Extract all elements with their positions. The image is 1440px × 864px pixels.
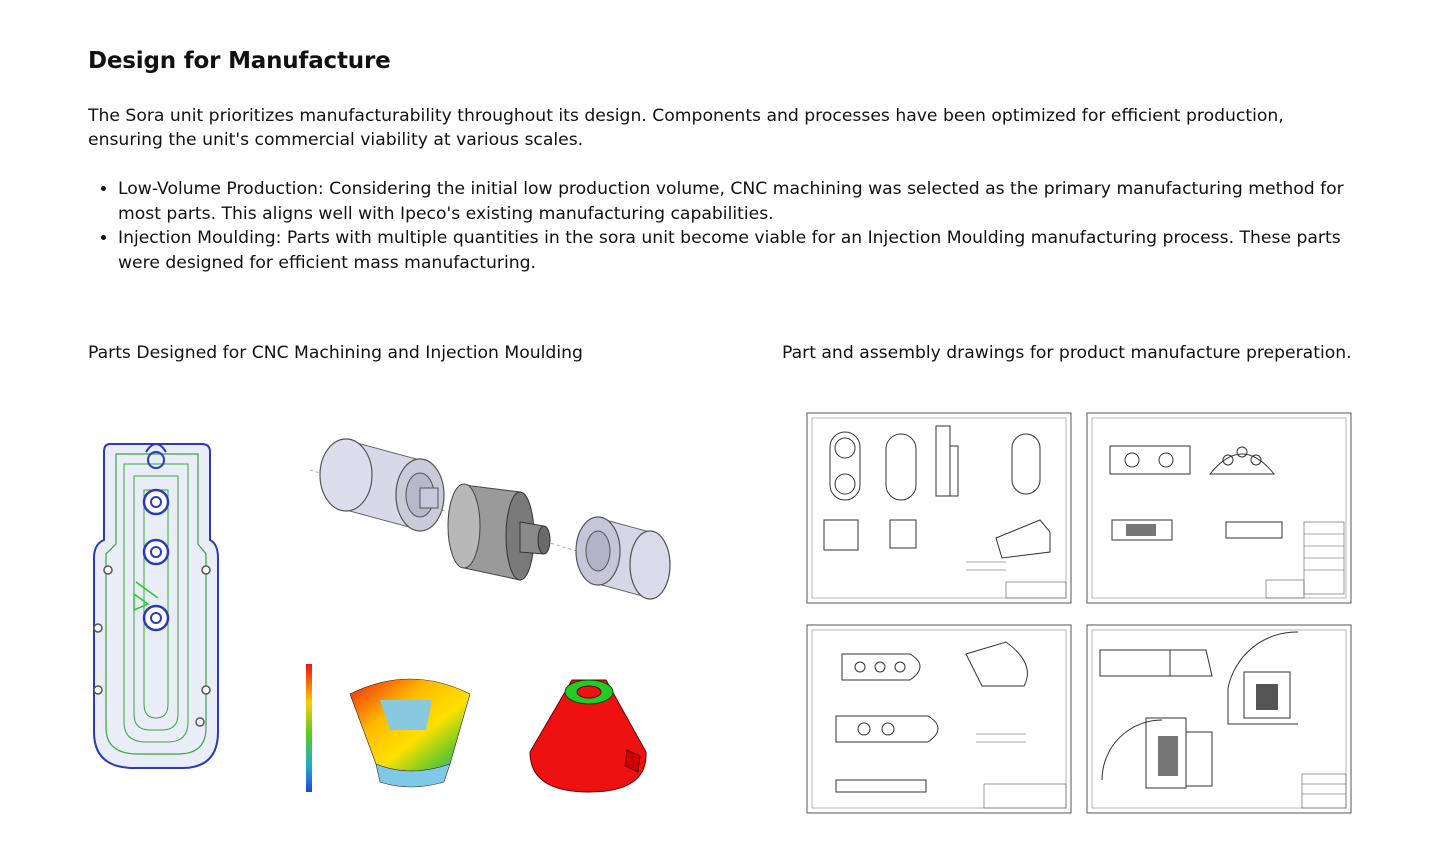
drawing-sheet-1 [806, 412, 1072, 604]
intro-paragraph: The Sora unit prioritizes manufacturability throughout its design. Components and processes have been optimized for efficient production, ensuring the unit's commercial viability at various scales. [88, 106, 1284, 150]
page-title: Design for Manufacture [88, 48, 391, 74]
draft-analysis-image [522, 672, 656, 800]
drawing-sheet-3 [806, 624, 1072, 814]
cnc-toolpath-image [88, 432, 224, 772]
bullet-list [88, 177, 1388, 275]
caption-parts: Parts Designed for CNC Machining and Injection Moulding [88, 343, 583, 363]
mould-flow-analysis-image [300, 654, 480, 796]
bullet-injection-moulding: • Injection Moulding: Parts with multiple quantities in the sora unit become viable for an Injection Moulding manufacturing process. These parts were designed for efficient mass manufacturing. [118, 226, 1388, 275]
drawing-sheet-4 [1086, 624, 1352, 814]
bullet-low-volume: • Low-Volume Production: Considering the initial low production volume, CNC machining was selected as the primary manufacturing method for most parts. This aligns well with Ipeco's existing manufacturing capabilities. [118, 177, 1388, 226]
exploded-assembly-image [310, 430, 672, 630]
caption-drawings: Part and assembly drawings for product manufacture preperation. [782, 343, 1352, 363]
drawing-sheet-2 [1086, 412, 1352, 604]
